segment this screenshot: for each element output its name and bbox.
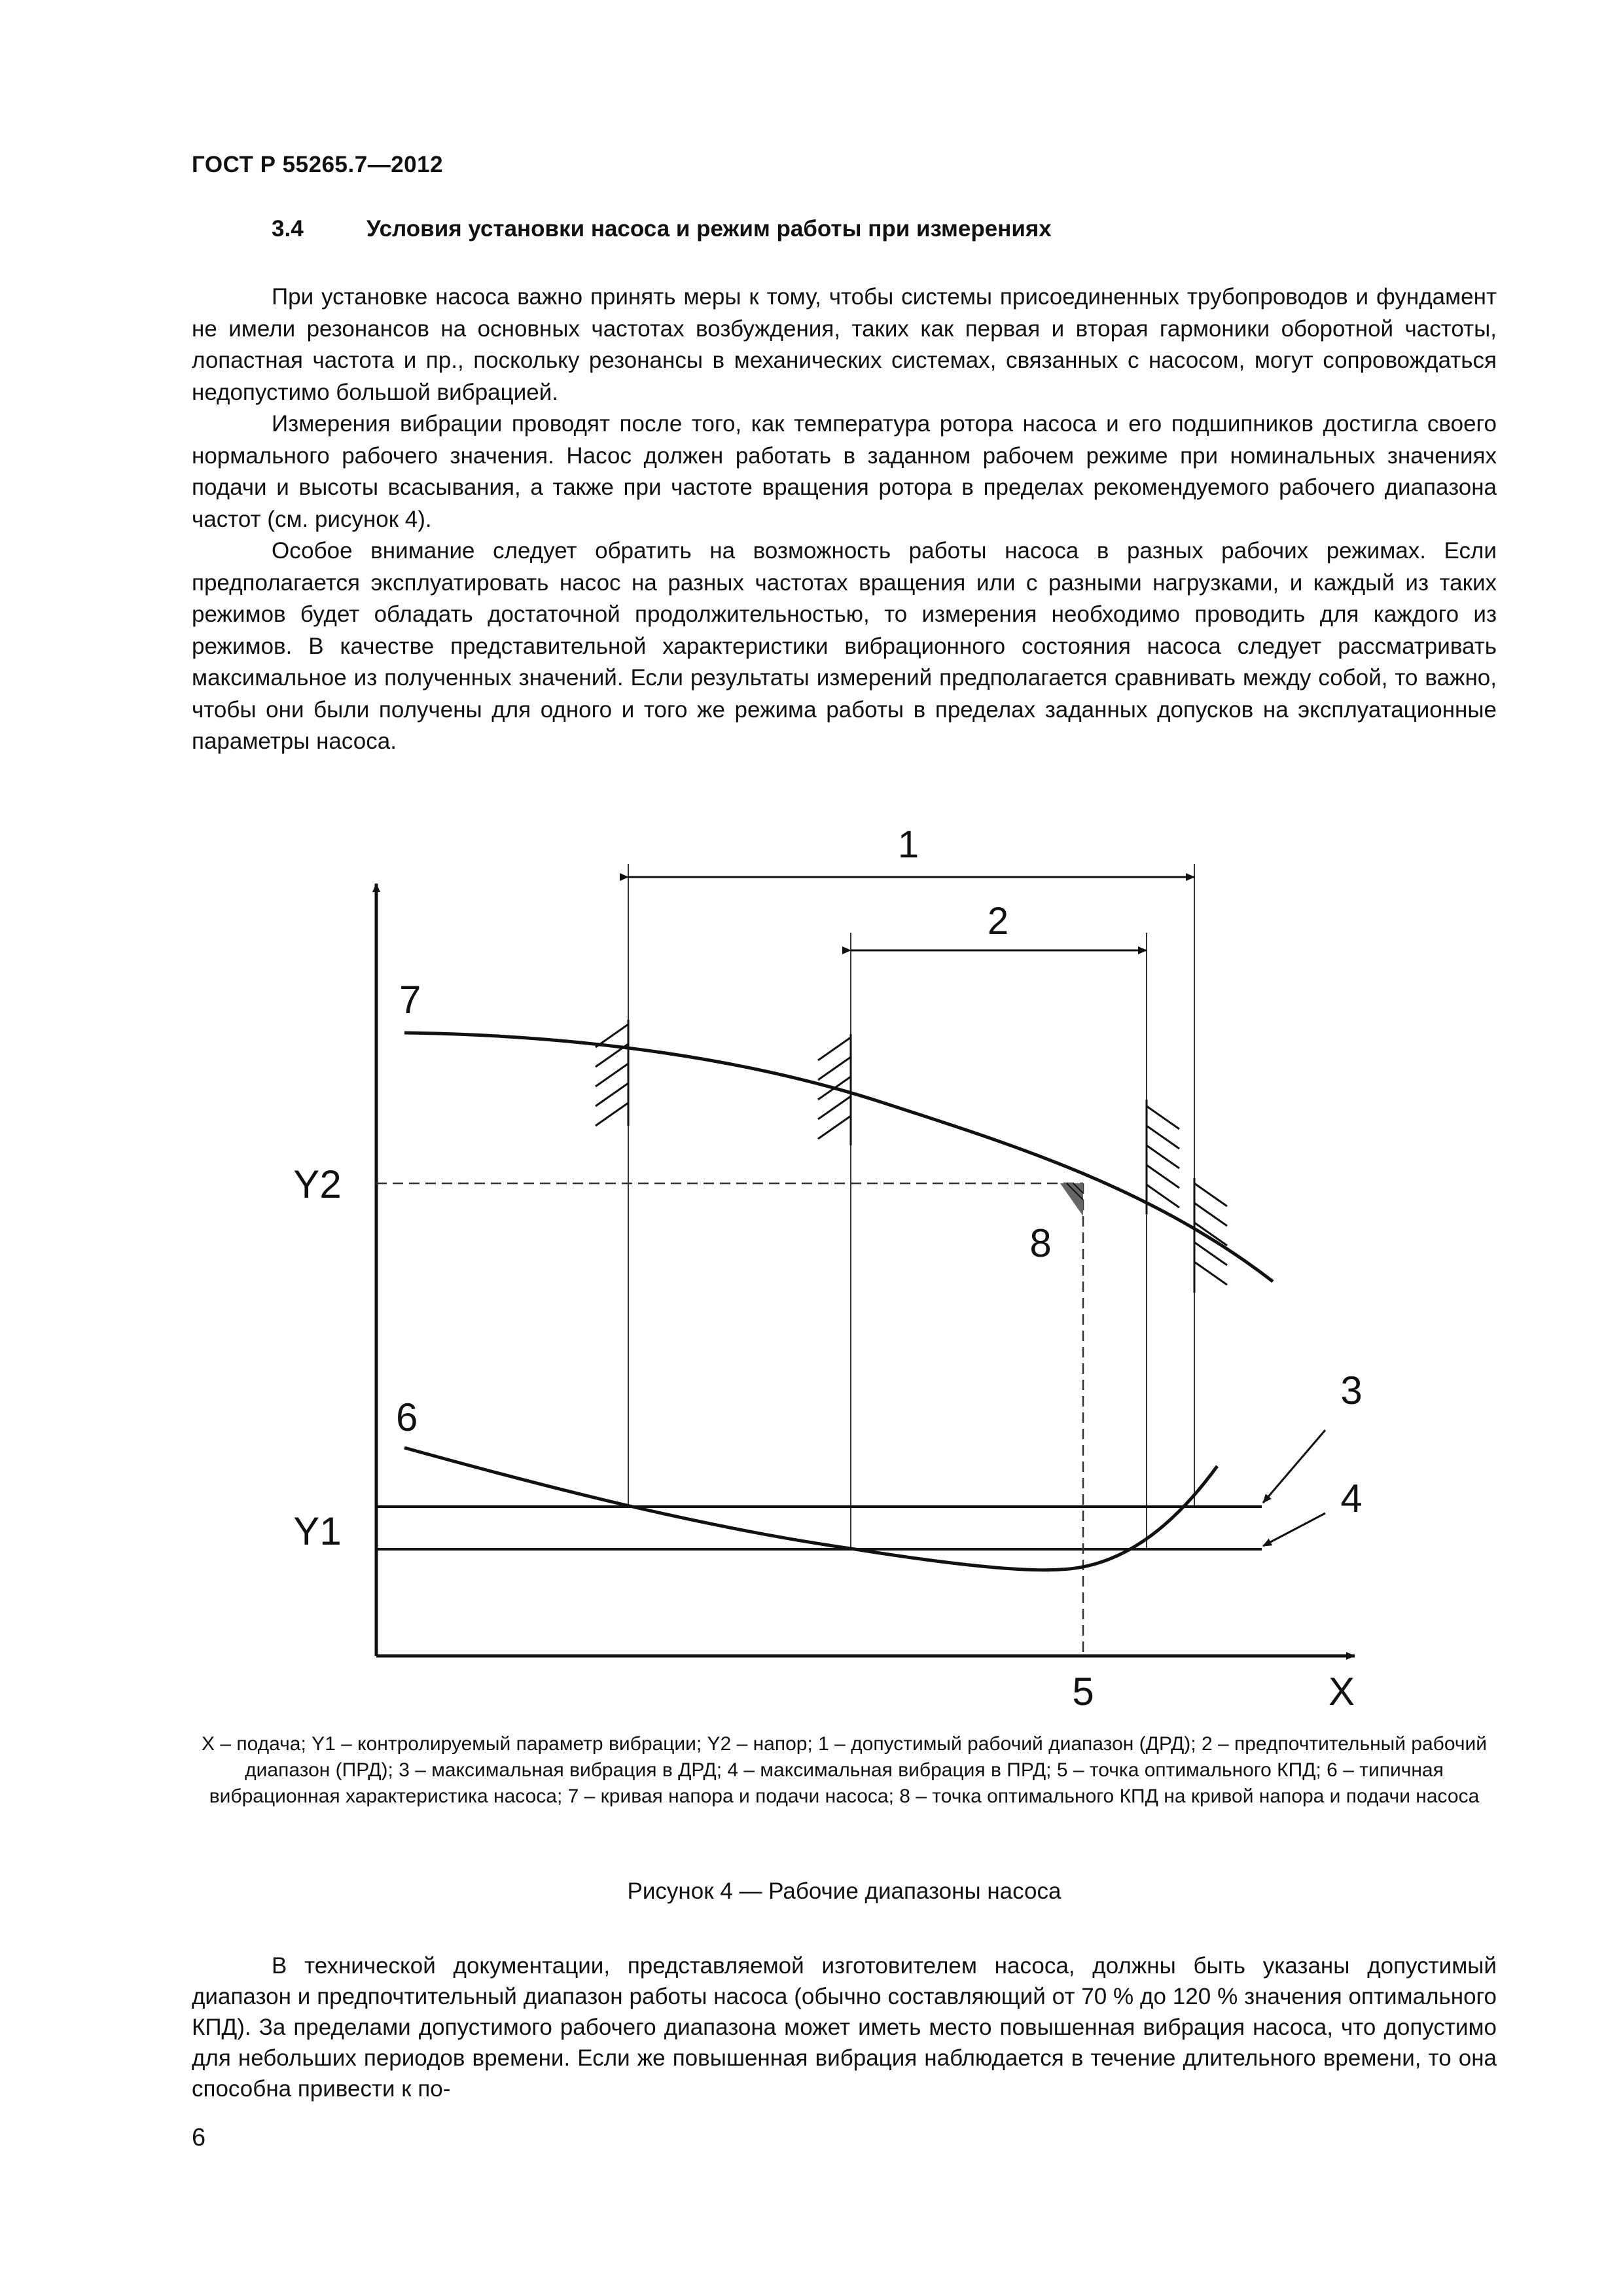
paragraph: Особое внимание следует обратить на возможность работы насоса в разных рабочих режимах. Если предполагается эксплуатировать насос на разных частотах вращения или с разными нагрузками, и каждый из таких режимов будет обладать достаточной продолжительностью, то измерения необходимо проводить для каждого из режимов. В качестве представительной характеристики вибрационного состояния насоса следует рассматривать максимальное из полученных значений. Если результаты измерений предполагается сравнивать между собой, то важно, чтобы они были получены для одного и того же режима работы в пределах заданных допусков на эксплуатационные параметры насоса. xyxy=(192,538,1497,754)
vibration-characteristic-curve xyxy=(404,1448,1217,1570)
label-3: 3 xyxy=(1340,1369,1363,1412)
leader-4 xyxy=(1263,1513,1325,1546)
body-text-top xyxy=(192,281,1497,758)
head-capacity-curve xyxy=(404,1033,1273,1282)
label-8: 8 xyxy=(1029,1221,1052,1265)
label-x: X xyxy=(1328,1670,1355,1713)
hatch-mark-prd-right xyxy=(1147,1100,1179,1214)
label-7: 7 xyxy=(399,978,421,1022)
label-y2: Y2 xyxy=(293,1162,342,1206)
section-title: Условия установки насоса и режим работы при измерениях xyxy=(366,216,1052,242)
section-heading xyxy=(272,216,1052,242)
label-4: 4 xyxy=(1340,1477,1363,1520)
paragraph: В технической документации, представляемой изготовителем насоса, должны быть указаны допустимый диапазон и предпочтительный диапазон работы насоса (обычно составляющий от 70 % до 120 % значения оптимального КПД). За пределами допустимого рабочего диапазона может иметь место повышенная вибрация насоса, что допустимо для небольших периодов времени. Если же повышенная вибрация наблюдается в течение длительного времени, то она способна привести к по- xyxy=(192,1953,1497,2102)
operating-ranges-diagram xyxy=(0,812,1623,1715)
leader-3 xyxy=(1263,1430,1325,1503)
paragraph: Измерения вибрации проводят после того, как температура ротора насоса и его подшипников достигла своего нормального рабочего значения. Насос должен работать в заданном рабочем режиме при номинальных значениях подачи и высоты всасывания, а также при частоте вращения ротора в пределах рекомендуемого рабочего диапазона частот (см. рисунок 4). xyxy=(192,411,1497,532)
section-number: 3.4 xyxy=(272,216,304,242)
document-header: ГОСТ Р 55265.7—2012 xyxy=(192,152,444,177)
label-6: 6 xyxy=(396,1395,418,1439)
figure-legend: Х – подача; Y1 – контролируемый параметр вибрации; Y2 – напор; 1 – допустимый рабочий диапазон (ДРД); 2 – предпочтительный рабочий диапазон (ПРД); 3 – максимальная вибрация в ДРД; 4 – максимальная вибрация в ПРД; 5 – точка оптимального КПД; 6 – типичная вибрационная характеристика насоса; 7 – кривая напора и подачи насоса; 8 – точка оптимального КПД на кривой напора и подачи насоса xyxy=(201,1733,1488,1807)
body-text-bottom xyxy=(192,1950,1497,2104)
page-number: 6 xyxy=(192,2124,206,2151)
hatch-mark-drd-left xyxy=(596,1020,628,1126)
label-y1: Y1 xyxy=(293,1509,342,1553)
figure-title: Рисунок 4 — Рабочие диапазоны насоса xyxy=(627,1878,1061,1904)
label-2: 2 xyxy=(987,900,1009,942)
figure-4 xyxy=(0,812,1623,1715)
paragraph: При установке насоса важно принять меры к тому, чтобы системы присоединенных трубопроводов и фундамент не имели резонансов на основных частотах возбуждения, таких как первая и вторая гармоники оборотной частоты, лопастная частота и пр., поскольку резонансы в механических системах, связанных с насосом, могут сопровождаться недопустимо большой вибрацией. xyxy=(192,284,1497,405)
label-1: 1 xyxy=(897,823,919,866)
hatch-mark-drd-right xyxy=(1194,1178,1227,1293)
label-5: 5 xyxy=(1072,1670,1094,1713)
